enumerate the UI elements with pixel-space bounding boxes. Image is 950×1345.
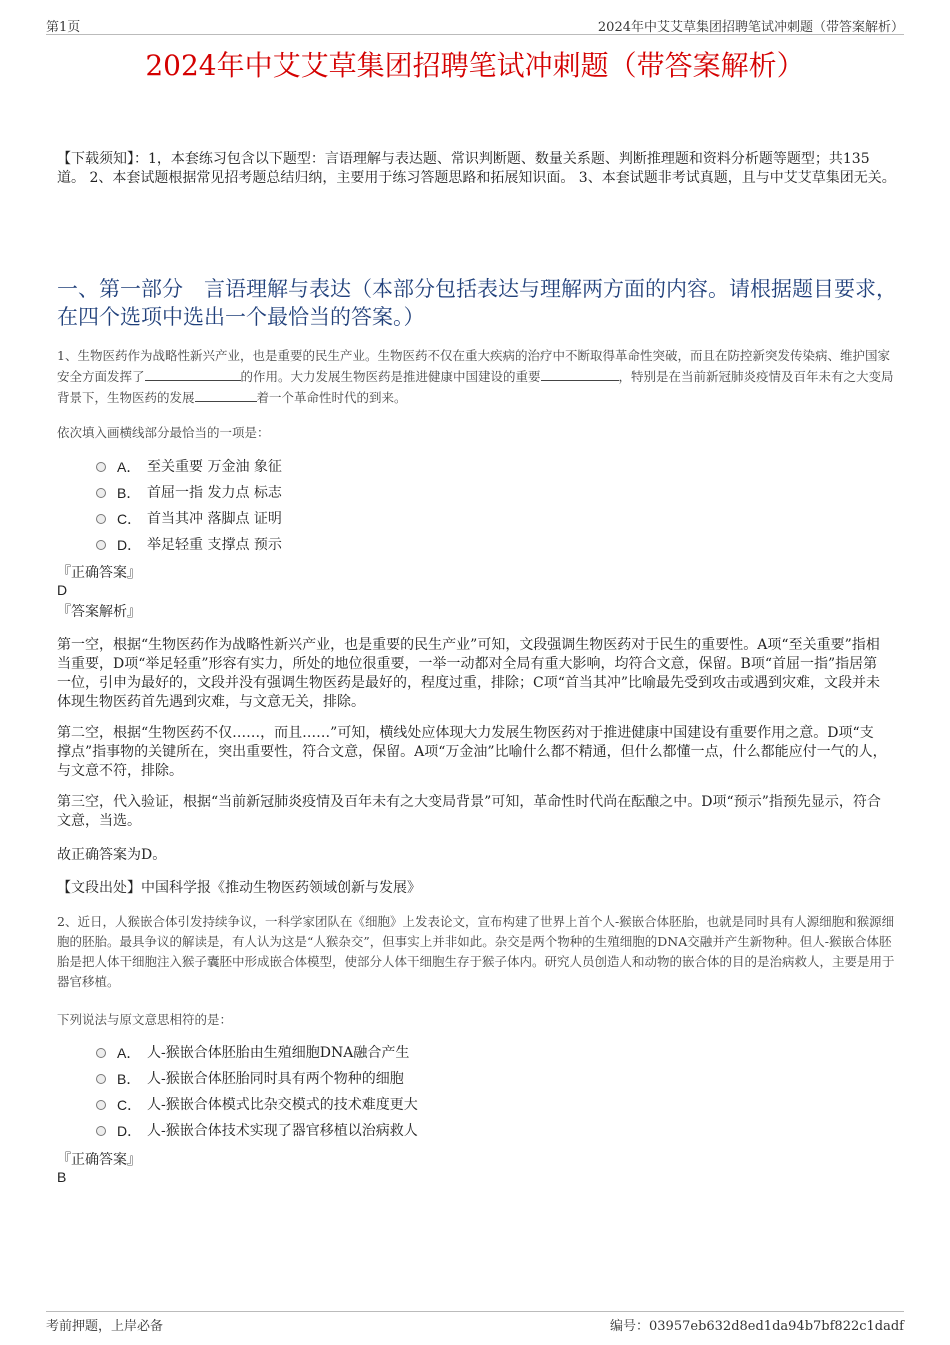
option-key: D．: [117, 537, 142, 553]
q1-option-a[interactable]: [96, 454, 656, 480]
option-text: 首当其冲 落脚点 证明: [147, 511, 282, 527]
q1-answer: D: [57, 582, 68, 598]
radio-icon[interactable]: [96, 1126, 106, 1136]
q1-analysis-paragraph-3: 第三空，代入验证，根据“当前新冠肺炎疫情及百年未有之大变局背景”可知，革命性时代尚在酝酿之中。D项“预示”指预先显示，符合文意，当选。: [57, 794, 881, 829]
option-key: B．: [117, 485, 141, 501]
q1-analysis-label: 『答案解析』: [57, 604, 141, 620]
radio-icon[interactable]: [96, 1048, 106, 1058]
option-text: 人-猴嵌合体胚胎同时具有两个物种的细胞: [147, 1071, 404, 1087]
q1-option-d[interactable]: [96, 532, 656, 558]
question-2-options: [96, 1040, 656, 1144]
footer-slogan: 考前押题，上岸必备: [46, 1319, 164, 1334]
option-key: B．: [117, 1071, 141, 1087]
footer-doc-id: 编号：03957eb632d8ed1da94b7bf822c1dadf: [610, 1319, 904, 1334]
q2-option-d[interactable]: [96, 1118, 656, 1144]
q1-blank-1: [145, 366, 241, 381]
page-header: [46, 14, 904, 35]
option-key: A．: [117, 459, 141, 475]
radio-icon[interactable]: [96, 488, 106, 498]
question-2-stem: 2、近日，人猴嵌合体引发持续争议，一科学家团队在《细胞》上发表论文，宣布构建了世界上首个人-猴嵌合体胚胎，也就是同时具有人源细胞和猴源细胞的胚胎。最具争议的解读是，有人认为这是“人猴杂交”，但事实上并非如此。杂交是两个物种的生殖细胞的DNA交融并产生新物种。但人-猴嵌合体胚胎是把人体干细胞注入猴子囊胚中形成嵌合体模型，使部分人体干细胞生存于猴子体内。研究人员创造人和动物的嵌合体的目的是治病救人，主要是用于器官移植。: [57, 914, 895, 989]
option-key: A．: [117, 1045, 141, 1061]
q1-option-b[interactable]: [96, 480, 656, 506]
radio-icon[interactable]: [96, 514, 106, 524]
q1-stem-part-d: 着一个革命性时代的到来。: [256, 390, 407, 405]
question-1-stem: [57, 346, 897, 408]
download-notice: 【下载须知】：1，本套练习包含以下题型：言语理解与表达题、常识判断题、数量关系题、判断推理题和资料分析题等题型；共135道。 2、本套试题根据常见招考题总结归纳，主要用于练习答题思路和拓展知识面。 3、本套试题非考试真题，且与中艾艾草集团无关。: [57, 151, 896, 186]
header-doc-title: 2024年中艾艾草集团招聘笔试冲刺题（带答案解析）: [597, 20, 904, 35]
q1-stem-part-b: 的作用。大力发展生物医药是推进健康中国建设的重要: [240, 369, 541, 384]
q2-answer: B: [57, 1169, 67, 1185]
page-number: 第1页: [46, 20, 81, 35]
q2-option-a[interactable]: [96, 1040, 656, 1066]
question-1-instruction: 依次填入画横线部分最恰当的一项是：: [57, 425, 270, 440]
option-key: D．: [117, 1123, 142, 1139]
option-text: 至关重要 万金油 象征: [147, 459, 282, 475]
radio-icon[interactable]: [96, 462, 106, 472]
q1-answer-label: 『正确答案』: [57, 565, 141, 581]
option-text: 人-猴嵌合体胚胎由生殖细胞DNA融合产生: [147, 1045, 410, 1061]
q1-option-c[interactable]: [96, 506, 656, 532]
option-key: C．: [117, 1097, 142, 1113]
page-title: 2024年中艾艾草集团招聘笔试冲刺题（带答案解析）: [145, 49, 805, 82]
option-text: 举足轻重 支撑点 预示: [147, 537, 282, 553]
q1-stem-part-a: 1、生物医药作为战略性新兴产业，也是重要的民生产业。生物医药不仅在重大疾病的治疗中不断取得革命性突破，而且在防控新突发传染病、维护国家安全方面发挥了: [57, 348, 890, 384]
q1-analysis-conclusion: 故正确答案为D。: [57, 847, 167, 863]
radio-icon[interactable]: [96, 1074, 106, 1084]
radio-icon[interactable]: [96, 540, 106, 550]
option-text: 人-猴嵌合体技术实现了器官移植以治病救人: [147, 1123, 418, 1139]
question-1-options: [96, 454, 656, 558]
q1-analysis-paragraph-1: 第一空，根据“生物医药作为战略性新兴产业，也是重要的民生产业”可知，文段强调生物医药对于民生的重要性。A项“至关重要”指相当重要，D项“举足轻重”形容有实力，所处的地位很重要，一举一动都对全局有重大影响，均符合文意，保留。B项“首屈一指”指居第一位，引申为最好的，文段并没有强调生物医药是最好的，程度过重，排除；C项“首当其冲”比喻最先受到攻击或遇到灾难，文段并未体现生物医药首先遇到灾难，与文意无关，排除。: [57, 637, 881, 710]
section-heading: 一、第一部分 言语理解与表达（本部分包括表达与理解两方面的内容。请根据题目要求，在四个选项中选出一个最恰当的答案。）: [57, 277, 897, 329]
q2-option-b[interactable]: [96, 1066, 656, 1092]
radio-icon[interactable]: [96, 1100, 106, 1110]
option-text: 首屈一指 发力点 标志: [147, 485, 282, 501]
question-2-instruction: 下列说法与原文意思相符的是：: [57, 1012, 233, 1027]
q1-stem-part-c: ，特别是在当前新冠肺炎疫情及百年未有之大变局背景下，生物医药的发展: [57, 369, 894, 405]
page-footer: [46, 1311, 904, 1332]
q2-answer-label: 『正确答案』: [57, 1152, 141, 1168]
q1-analysis-paragraph-2: 第二空，根据“生物医药不仅……，而且……”可知，横线处应体现大力发展生物医药对于推进健康中国建设有重要作用之意。D项“支撑点”指事物的关键所在，突出重要性，符合文意，保留。A项“万金油”比喻什么都不精通，但什么都懂一点，什么都能应付一气的人，与文意不符，排除。: [57, 725, 887, 779]
option-text: 人-猴嵌合体模式比杂交模式的技术难度更大: [147, 1097, 418, 1113]
q1-source: 【文段出处】中国科学报《推动生物医药领域创新与发展》: [57, 880, 421, 896]
q1-blank-3: [195, 387, 257, 402]
option-key: C．: [117, 511, 142, 527]
q2-option-c[interactable]: [96, 1092, 656, 1118]
q1-blank-2: [541, 366, 619, 381]
